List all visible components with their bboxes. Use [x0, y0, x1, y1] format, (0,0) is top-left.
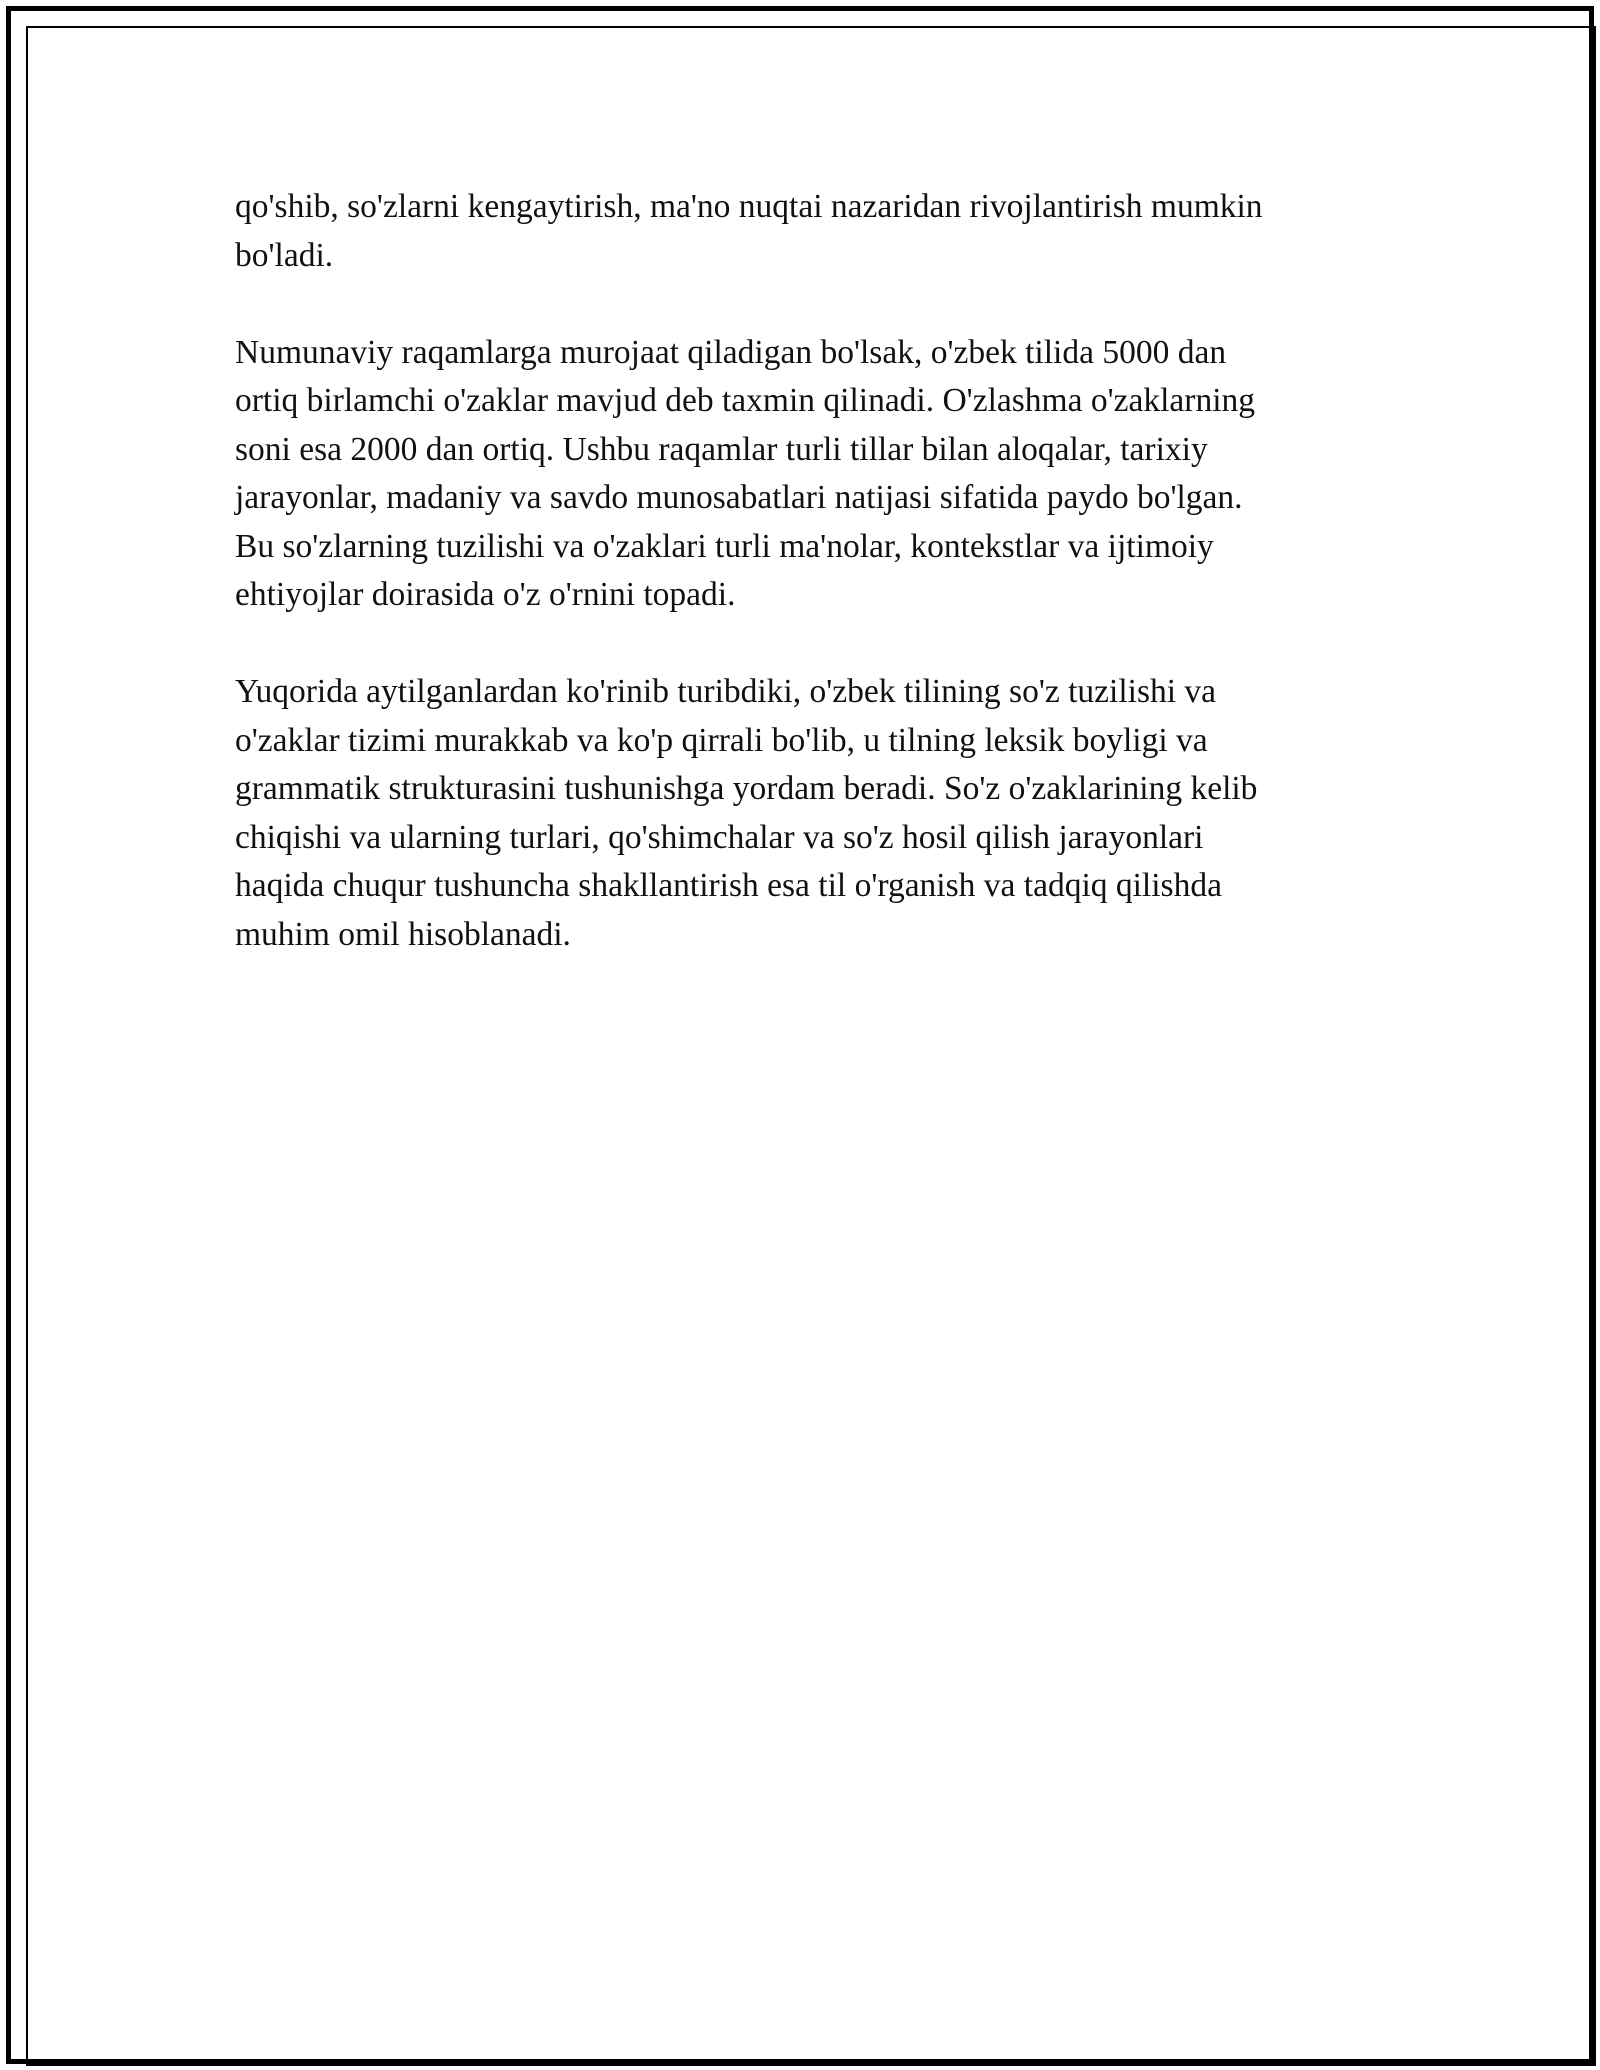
paragraph-line: soni esa 2000 dan ortiq. Ushbu raqamlar turli tillar bilan aloqalar, tarixiy: [235, 430, 1208, 468]
paragraph-2: [235, 329, 1365, 620]
paragraph-1: [235, 183, 1365, 280]
paragraph-line: bo'ladi.: [235, 236, 334, 274]
paragraph-line: o'zaklar tizimi murakkab va ko'p qirrali bo'lib, u tilning leksik boyligi va: [235, 721, 1208, 759]
paragraph-line: haqida chuqur tushuncha shakllantirish esa til o'rganish va tadqiq qilishda: [235, 867, 1222, 904]
paragraph-line: Numunaviy raqamlarga murojaat qiladigan bo'lsak, o'zbek tilida 5000 dan: [235, 333, 1227, 371]
paragraph-line: Bu so'zlarning tuzilishi va o'zaklari turli ma'nolar, kontekstlar va ijtimoiy: [235, 527, 1214, 565]
paragraph-line: qo'shib, so'zlarni kengaytirish, ma'no nuqtai nazaridan rivojlantirish mumkin: [235, 188, 1263, 225]
paragraph-line: chiqishi va ularning turlari, qo'shimchalar va so'z hosil qilish jarayonlari: [235, 818, 1204, 856]
paragraph-3: [235, 668, 1365, 959]
paragraph-line: ehtiyojlar doirasida o'z o'rnini topadi.: [235, 576, 736, 613]
paragraph-line: Yuqorida aytilganlardan ko'rinib turibdiki, o'zbek tilining so'z tuzilishi va: [235, 673, 1217, 710]
paragraph-line: muhim omil hisoblanadi.: [235, 915, 571, 953]
document-body: [235, 183, 1365, 1008]
paragraph-line: ortiq birlamchi o'zaklar mavjud deb taxmin qilinadi. O'zlashma o'zaklarning: [235, 382, 1256, 419]
paragraph-line: grammatik strukturasini tushunishga yordam beradi. So'z o'zaklarining kelib: [235, 770, 1258, 807]
paragraph-line: jarayonlar, madaniy va savdo munosabatlari natijasi sifatida paydo bo'lgan.: [235, 479, 1243, 516]
